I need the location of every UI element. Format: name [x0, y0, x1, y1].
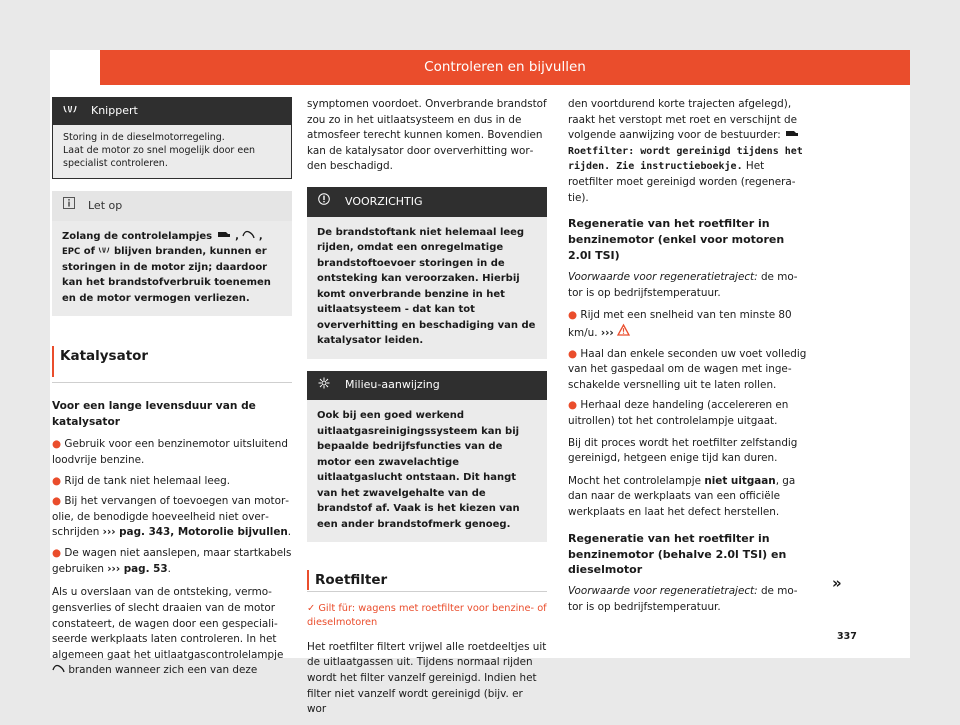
column-1 — [52, 97, 292, 686]
letop-body — [52, 221, 292, 317]
step-1-text: Rijd met een snelheid van ten minste 80 km/u. — [568, 309, 792, 339]
warning-triangle-icon — [617, 327, 630, 339]
list-item: ● Herhaal deze handeling (accelereren en uitrollen) tot het controlelampje uitgaat. — [568, 399, 789, 427]
para3-pre: Mocht het controlelampje — [568, 474, 702, 487]
letop-sep-2: , — [258, 230, 263, 242]
bullet-3-end: . — [287, 526, 292, 539]
voorwaarde-text-2: de motor is op bedrijfstemperatuur. — [568, 585, 798, 614]
knippert-header — [53, 98, 291, 125]
bullet-text-4: De wagen niet aanslepen, maar startkabels gebruiken — [52, 547, 292, 575]
list-item: ● Gebruik voor een benzinemotor uitsluitend loodvrije benzine. — [52, 438, 288, 467]
list-item: ● Rijd met een snelheid van ten minste 80 km/u. ››› — [568, 309, 792, 339]
voorwaarde-label-1: Voorwaarde voor regeneratietraject: — [568, 271, 758, 284]
milieu-body: Ook bij een goed werkend uitlaatgasreinigingssysteem kan bij bepaalde bedrijfsfuncties van de motor een zwavelachtige uitlaatgaslucht ontstaan. Dit hangt van het zwavelgehalte van de brandstof af. Vaak is het kiezen van een ander brandstofmerk genoeg. — [307, 400, 547, 542]
heading-benzine: Regeneratie van het roetfilter in benzinemotor (enkel voor motoren 2.0l TSI) — [568, 217, 785, 263]
voorzichtig-title: VOORZICHTIG — [345, 194, 423, 208]
roetfilter-title: Roetfilter — [315, 572, 388, 589]
kat-para-post: branden wanneer zich een van deze — [68, 664, 258, 677]
exhaust-icon — [52, 664, 68, 676]
engine-icon — [216, 231, 235, 242]
col3-para1-end: Het roetfilter moet gereinigd worden (regeneratie). — [568, 160, 796, 204]
voorzichtig-body: De brandstoftank niet helemaal leeg rijden, omdat een onregelmatige brandstoftoevoer storingen in de ontsteking kan veroorzaken. Hierbij komt onverbrande benzine in het uitlaatsysteem - dat kan tot oververhitting en beschadiging van de katalysator leiden. — [307, 217, 547, 359]
voorwaarde-label-2: Voorwaarde voor regeneratietraject: — [568, 585, 758, 598]
motorolie-link[interactable]: ››› pag. 343, Motorolie bijvullen — [102, 526, 288, 539]
caution-icon — [317, 193, 331, 211]
continued-marker: » — [832, 574, 842, 592]
page-number: 337 — [837, 631, 857, 642]
applies-to: ✓ Gilt für: wagens met roetfilter voor benzine- of dieselmotoren — [307, 603, 547, 628]
col3-paragraph-3 — [568, 474, 808, 521]
voorzichtig-box — [307, 187, 547, 359]
list-item: ● Haal dan enkele seconden uw voet volledig van het gaspedaal om de wagen met ingeschakelde versnelling uit te laten rollen. — [568, 347, 807, 391]
letop-title: Let op — [88, 198, 123, 212]
voorwaarde-1 — [568, 270, 808, 301]
bullet-text-1: Gebruik voor een benzinemotor uitsluitend loodvrije benzine. — [52, 438, 288, 467]
col2-paragraph-top: symptomen voordoet. Onverbrande brandstof zou zo in het uitlaatsysteem en dus in de atmosfeer terecht kunnen komen. Bovendien kan de katalysator door oververhitting worden beschadigd. — [307, 98, 547, 173]
col3-para1-text: den voortdurend korte trajecten afgelegd), raakt het verstopt met roet en verschijnt de volgende aanwijzing voor de bestuurder: — [568, 98, 797, 142]
voorwaarde-2 — [568, 584, 808, 615]
heading-diesel: Regeneratie van het roetfilter in benzinemotor (behalve 2.0l TSI) en dieselmotor — [568, 531, 787, 577]
kat-paragraph — [52, 585, 292, 679]
driver-message: Roetfilter: wordt gereinigd tijdens het rijden. Zie instructieboekje. — [568, 145, 803, 173]
bullet-text-3: Bij het vervangen of toevoegen van motorolie, de benodigde hoeveelheid niet overschrijden — [52, 495, 289, 539]
knippert-line-1: Storing in de dieselmotorregeling. — [63, 131, 225, 143]
exhaust-icon — [242, 231, 258, 242]
page-53-link[interactable]: ››› pag. 53 — [107, 562, 168, 575]
para3-post: , ga dan naar de werkplaats van een officiële werkplaats en laat het defect herstellen. — [568, 474, 796, 518]
section-rule — [52, 371, 292, 383]
glow-plug-icon-small — [98, 246, 113, 257]
environment-icon — [317, 377, 331, 395]
column-3 — [568, 97, 808, 623]
warning-link[interactable]: ››› — [600, 326, 614, 339]
knippert-line-2: Laat de motor zo snel mogelijk door een specialist controleren. — [63, 144, 256, 170]
applies-text: Gilt für: wagens met roetfilter voor benzine- of dieselmotoren — [307, 603, 547, 628]
letop-sep-1: , — [235, 230, 239, 242]
knippert-body — [53, 125, 291, 179]
col3-paragraph-1 — [568, 97, 808, 206]
step-3-text: Herhaal deze handeling (accelereren en uitrollen) tot het controlelampje uitgaat. — [568, 399, 789, 427]
page-header: Controleren en bijvullen — [100, 50, 910, 85]
voorzichtig-header — [307, 187, 547, 217]
para3-bold: niet uitgaan — [704, 474, 776, 487]
kat-intro: Voor een lange levensduur van de katalysator — [52, 399, 256, 428]
knippert-box — [52, 97, 292, 179]
voorwaarde-text-1: de motor is op bedrijfstemperatuur. — [568, 271, 798, 299]
bullet-4-end: . — [167, 562, 171, 575]
letop-of: of — [83, 246, 95, 258]
bullet-text-2: Rijd de tank niet helemaal leeg. — [64, 474, 231, 487]
letop-box — [52, 191, 292, 316]
milieu-header — [307, 371, 547, 401]
list-item: ● Bij het vervangen of toevoegen van motorolie, de benodigde hoeveelheid niet overschrijden ››› pag. 343, Motorolie bijvullen. — [52, 495, 292, 539]
milieu-box — [307, 371, 547, 543]
col3-paragraph-2: Bij dit proces wordt het roetfilter zelfstandig gereinigd, hetgeen enige tijd kan duren. — [568, 436, 798, 465]
kat-para-pre: Als u overslaan van de ontsteking, vermogensverlies of slecht draaien van de motor constateert, de wagen door een gespecialiseerde werkplaats laten controleren. In het algemeen gaat het uitlaatgascontrolelampje — [52, 586, 284, 661]
katalysator-title: Katalysator — [60, 348, 149, 365]
list-item: ● Rijd de tank niet helemaal leeg. — [52, 474, 231, 487]
col2-paragraph-bottom: Het roetfilter filtert vrijwel alle roetdeeltjes uit de uitlaatgassen uit. Tijdens normaal rijden wordt het filter vanzelf gereinigd. Indien het filter niet vanzelf wordt gereinigd (bijv. er wor — [307, 640, 547, 716]
info-icon — [62, 197, 76, 215]
step-2-text: Haal dan enkele seconden uw voet volledig van het gaspedaal om de wagen met ingeschakelde versnelling uit te laten rollen. — [568, 347, 807, 391]
letop-text-pre: Zolang de controlelampjes — [62, 230, 213, 242]
letop-header — [52, 191, 292, 221]
engine-icon — [784, 129, 800, 141]
column-2 — [307, 97, 547, 725]
list-item: ● De wagen niet aanslepen, maar startkabels gebruiken ››› pag. 53. — [52, 547, 292, 575]
glow-plug-icon — [63, 103, 77, 120]
knippert-title: Knippert — [91, 104, 138, 117]
milieu-title: Milieu-aanwijzing — [345, 378, 440, 392]
epc-icon: EPC — [62, 247, 81, 258]
letop-text-post: blijven branden, kunnen er storingen in de motor zijn; daardoor kan het brandstofverbruik toenemen en de motor vermogen verliezen. — [62, 246, 271, 304]
